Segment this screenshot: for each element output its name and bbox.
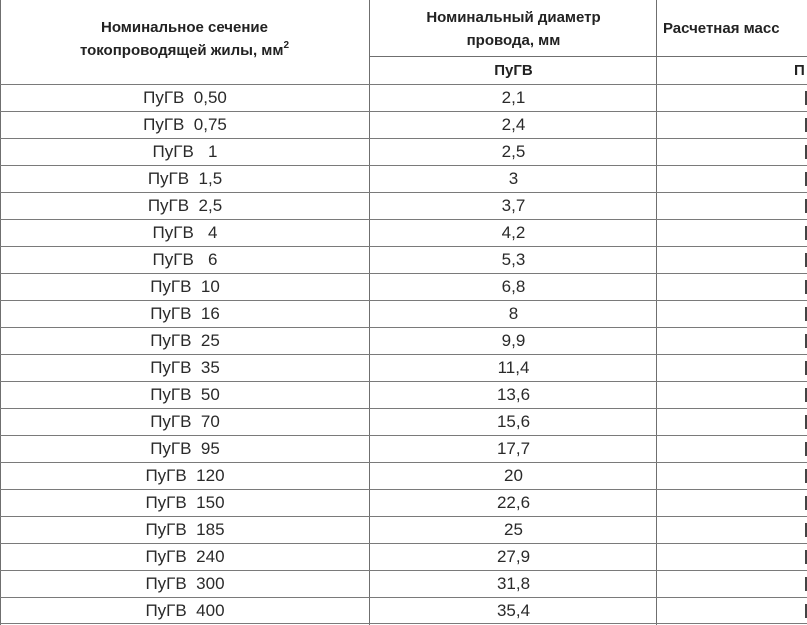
cell-mass-cut: [657, 220, 807, 246]
cell-mass-cut: [657, 355, 807, 381]
cell-diameter: 17,7: [496, 439, 531, 458]
table-row: [0, 219, 807, 246]
cell-diameter: 3: [508, 169, 519, 188]
cell-section: ПуГВ 120: [145, 466, 225, 485]
header-diameter: [370, 6, 657, 52]
cell-diameter: 2,4: [501, 115, 526, 134]
cell-section: ПуГВ 150: [145, 493, 225, 512]
cell-mass-cut: [657, 490, 807, 516]
cell-section: ПуГВ 95: [150, 439, 220, 458]
cell-diameter: 6,8: [501, 277, 526, 296]
cell-mass-cut: [657, 247, 807, 273]
cell-mass-cut: [657, 544, 807, 570]
cell-section: ПуГВ 6: [152, 250, 218, 269]
cell-section: ПуГВ 185: [145, 520, 225, 539]
cell-section: ПуГВ 300: [145, 574, 225, 593]
cell-diameter: 5,3: [501, 250, 526, 269]
table-row: [0, 354, 807, 381]
table-row: [0, 84, 807, 111]
cell-diameter: 11,4: [497, 358, 530, 377]
cell-section: ПуГВ 10: [150, 277, 220, 296]
cell-section: ПуГВ 25: [150, 331, 220, 350]
cell-mass-cut: [657, 301, 807, 327]
cell-mass-cut: [657, 571, 807, 597]
table-row: [0, 570, 807, 597]
cell-mass-cut: [657, 598, 807, 624]
cell-section: ПуГВ 35: [150, 358, 220, 377]
table-row: [0, 516, 807, 543]
cell-section: ПуГВ 0,75: [143, 115, 227, 134]
cell-section: ПуГВ 400: [145, 601, 225, 620]
cell-diameter: 31,8: [496, 574, 531, 593]
table-row: [0, 327, 807, 354]
cell-mass-cut: [657, 517, 807, 543]
header-section-line2: [0, 39, 369, 62]
cell-mass-cut: [657, 328, 807, 354]
table-row: [0, 489, 807, 516]
table-row: [0, 408, 807, 435]
table-row: [0, 435, 807, 462]
cell-mass-cut: [657, 463, 807, 489]
table-row: [0, 246, 807, 273]
header-section-line2-text: токопроводящей жилы, мм: [79, 42, 284, 59]
table-row: [0, 543, 807, 570]
cell-section: ПуГВ 1: [152, 142, 218, 161]
cell-mass-cut: [657, 193, 807, 219]
cell-mass-cut: [657, 112, 807, 138]
table-body: [0, 84, 807, 624]
header-mass-subhead: П: [794, 62, 805, 79]
cell-diameter: 13,6: [496, 385, 531, 404]
table-row: [0, 192, 807, 219]
cell-section: ПуГВ 16: [150, 304, 220, 323]
header-diameter-subhead: ПуГВ: [494, 62, 533, 79]
table-row: [0, 165, 807, 192]
cell-mass-cut: [657, 436, 807, 462]
cell-section: ПуГВ 50: [150, 385, 220, 404]
cell-mass-cut: [657, 139, 807, 165]
table-row: [0, 300, 807, 327]
cell-diameter: 15,6: [496, 412, 531, 431]
table-row: [0, 597, 807, 624]
cell-section: ПуГВ 2,5: [147, 196, 223, 215]
cell-diameter: 9,9: [501, 331, 526, 350]
cell-section: ПуГВ 0,50: [143, 88, 227, 107]
cell-mass-cut: [657, 274, 807, 300]
cell-mass-cut: [657, 85, 807, 111]
cell-diameter: 20: [504, 466, 523, 485]
header-diameter-line1: Номинальный диаметр: [426, 9, 601, 26]
cell-diameter: 2,5: [501, 142, 526, 161]
header-section: [0, 16, 369, 62]
table-row: [0, 273, 807, 300]
table-row: [0, 462, 807, 489]
cell-section: ПуГВ 1,5: [147, 169, 223, 188]
header-mass: Расчетная масс: [663, 20, 780, 37]
cell-section: ПуГВ 4: [152, 223, 218, 242]
header-diameter-line2: провода, мм: [466, 32, 561, 49]
cell-mass-cut: [657, 409, 807, 435]
table-row: [0, 381, 807, 408]
cell-mass-cut: [657, 382, 807, 408]
cell-diameter: 27,9: [496, 547, 531, 566]
header-section-line1: Номинальное сечение: [101, 19, 268, 36]
cell-diameter: 2,1: [501, 88, 526, 107]
cell-diameter: 22,6: [496, 493, 531, 512]
cell-diameter: 8: [508, 304, 519, 323]
cell-mass-cut: [657, 166, 807, 192]
cell-diameter: 4,2: [501, 223, 526, 242]
cell-diameter: 25: [504, 520, 523, 539]
cell-diameter: 3,7: [501, 196, 526, 215]
cell-section: ПуГВ 240: [145, 547, 225, 566]
header-section-superscript: 2: [283, 40, 290, 51]
table-row: [0, 111, 807, 138]
table-row: [0, 138, 807, 165]
cell-diameter: 35,4: [496, 601, 531, 620]
cell-section: ПуГВ 70: [150, 412, 220, 431]
